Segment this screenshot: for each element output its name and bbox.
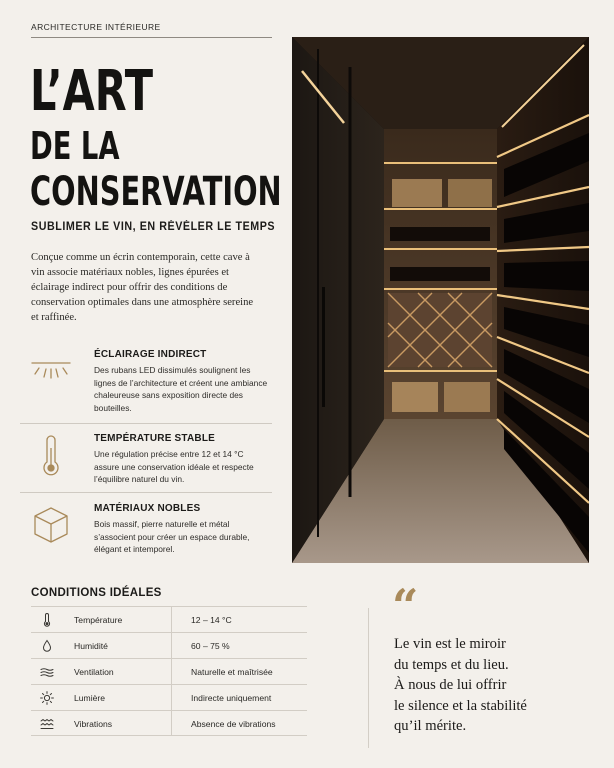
feature-name: ÉCLAIRAGE INDIRECT [94, 349, 207, 360]
feature-divider [20, 492, 272, 493]
quote-divider [368, 608, 369, 748]
quote-line: du temps et du lieu. [394, 656, 509, 673]
condition-label: Vibrations [74, 719, 113, 729]
cube-icon [31, 503, 71, 547]
feature-description: Des rubans LED dissimulés soulignent les lignes de l’architecture et créent une ambiance chaleureuse sans exposition directe des bouteilles. [94, 365, 268, 413]
wind-icon [40, 665, 54, 679]
sun-icon [40, 691, 54, 705]
column-divider [171, 607, 172, 632]
table-row [31, 632, 307, 658]
table-row [31, 684, 307, 710]
condition-label: Température [74, 615, 123, 625]
column-divider [171, 685, 172, 710]
eyebrow-divider [31, 37, 272, 38]
title-line-1: L’ART [30, 59, 154, 124]
feature-divider [20, 423, 272, 424]
feature-name: MATÉRIAUX NOBLES [94, 503, 201, 514]
title-line-2: DE LA [30, 124, 120, 168]
column-divider [171, 633, 172, 658]
condition-value: 12 – 14 °C [191, 615, 232, 625]
quote-line: Le vin est le miroir [394, 636, 506, 652]
conditions-table [31, 606, 307, 736]
feature-name: TEMPÉRATURE STABLE [94, 433, 216, 444]
quote-line: qu’il mérite. [394, 718, 467, 735]
quote-text [394, 634, 604, 737]
vibration-icon [40, 717, 54, 731]
feature-description: Une régulation précise entre 12 et 14 °C assure une conservation idéale et respecte l’équilibre naturel du vin. [94, 449, 254, 485]
condition-label: Humidité [74, 641, 108, 651]
thermometer-icon [40, 613, 54, 627]
condition-value: Indirecte uniquement [191, 693, 272, 703]
condition-value: Naturelle et maîtrisée [191, 667, 273, 677]
thermometer-icon [31, 433, 71, 479]
table-row [31, 658, 307, 684]
quote-line: le silence et la stabilité [394, 697, 527, 714]
condition-label: Ventilation [74, 667, 114, 677]
feature-description: Bois massif, pierre naturelle et métal s’associent pour créer un espace durable, élégant et intemporel. [94, 519, 250, 555]
column-divider [171, 659, 172, 684]
quote-mark-icon: “ [392, 579, 419, 633]
title-line-3: CONSERVATION [30, 169, 282, 215]
section-eyebrow: ARCHITECTURE INTÉRIEURE [31, 22, 161, 32]
condition-value: Absence de vibrations [191, 719, 276, 729]
droplet-icon [40, 639, 54, 653]
table-row [31, 710, 307, 736]
subtitle: SUBLIMER LE VIN, EN RÉVÉLER LE TEMPS [31, 221, 276, 233]
light-strip-icon [31, 349, 71, 389]
column-divider [171, 711, 172, 736]
intro-paragraph: Conçue comme un écrin contemporain, cette cave à vin associe matériaux nobles, lignes épurées et éclairage indirect pour offrir des conditions de conservation optimales dans une atmosphère sereine et raffinée. [31, 252, 254, 323]
table-row [31, 606, 307, 632]
wine-cellar-photo [292, 37, 589, 563]
condition-label: Lumière [74, 693, 106, 703]
condition-value: 60 – 75 % [191, 641, 230, 651]
quote-line: À nous de lui offrir [394, 677, 507, 694]
conditions-title: CONDITIONS IDÉALES [31, 587, 162, 599]
